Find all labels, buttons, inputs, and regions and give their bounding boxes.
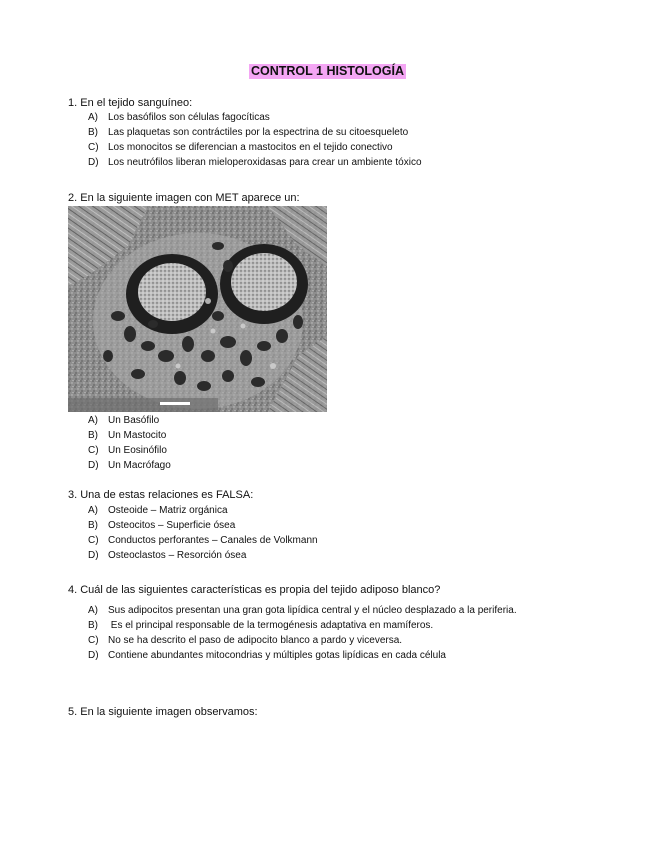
option-2c: C) Un Eosinófilo [88,445,167,456]
option-4c: C) No se ha descrito el paso de adipocito blanco a pardo y viceversa. [88,635,403,646]
option-3a: A) Osteoide – Matriz orgánica [88,505,228,516]
option-4a: A) Sus adipocitos presentan una gran gota lipídica central y el núcleo desplazado a la periferia. [88,605,517,616]
question-2-options [88,413,171,473]
question-3-options [88,503,318,563]
option-1a: A) Los basófilos son células fagocíticas [88,112,270,123]
option-1c: C) Los monocitos se diferencian a mastocitos en el tejido conectivo [88,142,393,153]
micrograph-svg [68,206,327,412]
question-1-options [88,110,422,170]
option-3b: B) Osteocitos – Superficie ósea [88,520,236,531]
option-4b: B) Es el principal responsable de la termogénesis adaptativa en mamíferos. [88,620,434,631]
question-4: 4. Cuál de las siguientes características es propia del tejido adiposo blanco? [68,584,441,596]
question-2: 2. En la siguiente imagen con MET aparece un: [68,192,300,204]
option-1b: B) Las plaquetas son contráctiles por la espectrina de su citoesqueleto [88,127,409,138]
option-4d: D) Contiene abundantes mitocondrias y múltiples gotas lipídicas en cada célula [88,650,446,661]
option-2b: B) Un Mastocito [88,430,167,441]
question-4-options [88,603,517,663]
option-1d: D) Los neutrófilos liberan mieloperoxidasas para crear un ambiente tóxico [88,157,422,168]
question-5: 5. En la siguiente imagen observamos: [68,706,258,718]
title-wrap [0,62,655,80]
question-3: 3. Una de estas relaciones es FALSA: [68,489,254,501]
option-3c: C) Conductos perforantes – Canales de Volkmann [88,535,318,546]
option-2a: A) Un Basófilo [88,415,160,426]
tem-micrograph [68,206,327,412]
document-title: CONTROL 1 HISTOLOGÍA [250,64,405,78]
option-2d: D) Un Macrófago [88,460,171,471]
question-1: 1. En el tejido sanguíneo: [68,97,193,109]
option-3d: D) Osteoclastos – Resorción ósea [88,550,247,561]
